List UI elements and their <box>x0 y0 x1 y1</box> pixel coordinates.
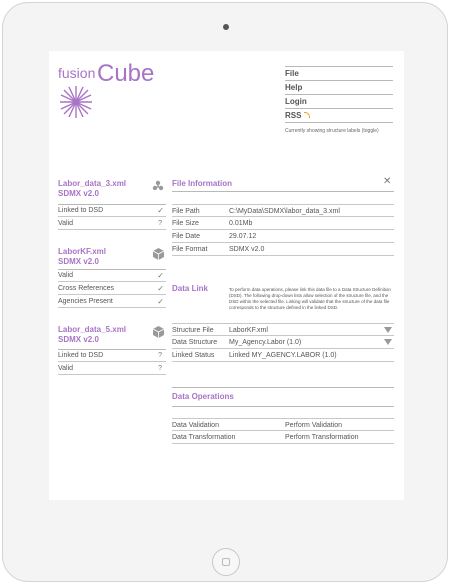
info-label: File Path <box>172 208 200 215</box>
link-label: Data Structure <box>172 339 218 346</box>
link-label: Linked Status <box>172 352 215 359</box>
brand-prefix: fusion <box>58 65 96 81</box>
info-label: File Size <box>172 220 199 227</box>
info-value: 29.07.12 <box>229 233 257 240</box>
link-label: Structure File <box>172 327 214 334</box>
file-card-3[interactable] <box>58 325 126 345</box>
check-label: Linked to DSD <box>58 352 104 359</box>
operation-row <box>172 431 394 444</box>
check-row <box>58 295 166 308</box>
info-row <box>172 204 394 217</box>
operation-label: Data Transformation <box>172 434 236 441</box>
menu-item-file[interactable] <box>285 66 393 80</box>
check-row <box>58 362 166 375</box>
menu-item-help[interactable] <box>285 80 393 94</box>
operation-row <box>172 418 394 431</box>
menu-item-rss-label[interactable]: RSS <box>285 111 302 120</box>
divider <box>172 406 394 407</box>
rss-icon <box>304 112 310 118</box>
check-row <box>58 204 166 217</box>
brand-name: Cube <box>97 60 155 87</box>
cube-icon <box>153 326 164 338</box>
question-icon: ? <box>158 365 162 372</box>
check-row <box>58 349 166 362</box>
info-label: File Format <box>172 246 208 253</box>
perform-validation-button[interactable]: Perform Validation <box>285 422 343 429</box>
data-link-description: To perform data operations, please link this data file to a Data Structure Definition (DSD). The following drop-down lists allow selection of the structure file, and the DSD within the selected file. Linking will validate that the structure of the data file corresponds to the structure defined in the linked DSD. <box>229 287 391 310</box>
file-information-title: File Information <box>172 179 232 188</box>
operation-label: Data Validation <box>172 422 219 429</box>
check-label: Valid <box>58 220 74 227</box>
data-operations-title: Data Operations <box>172 392 234 401</box>
link-value[interactable]: LaborKF.xml <box>229 327 268 334</box>
info-value: 0.01Mb <box>229 220 253 227</box>
data-link-title: Data Link <box>172 284 209 293</box>
check-icon: ✓ <box>157 297 164 306</box>
close-icon[interactable]: ✕ <box>383 176 392 187</box>
info-value: SDMX v2.0 <box>229 246 265 253</box>
check-icon: ✓ <box>157 284 164 293</box>
check-label: Cross References <box>58 285 115 292</box>
check-row <box>58 282 166 295</box>
structure-file-dropdown[interactable] <box>172 323 394 336</box>
info-row <box>172 217 394 230</box>
menu-item-login[interactable] <box>285 94 393 108</box>
home-button-icon <box>222 558 230 566</box>
check-row <box>58 269 166 282</box>
check-row <box>58 217 166 230</box>
divider <box>172 387 394 388</box>
starburst-logo-icon <box>58 84 94 120</box>
perform-transformation-button[interactable]: Perform Transformation <box>285 434 359 441</box>
link-value: Linked MY_AGENCY.LABOR (1.0) <box>229 352 337 359</box>
menu-item-login-label[interactable]: Login <box>285 97 307 106</box>
file-card-2[interactable] <box>58 247 106 267</box>
dropdown-arrow-icon[interactable] <box>384 327 392 333</box>
info-row <box>172 230 394 243</box>
file-version: SDMX v2.0 <box>58 335 99 344</box>
info-row <box>172 243 394 256</box>
cube-icon <box>153 248 164 260</box>
check-label: Linked to DSD <box>58 207 104 214</box>
check-label: Agencies Present <box>58 298 113 305</box>
file-name[interactable]: Labor_data_3.xml <box>58 179 127 188</box>
info-value: C:\MyData\SDMX\labor_data_3.xml <box>229 208 340 215</box>
data-structure-dropdown[interactable] <box>172 336 394 349</box>
check-label: Valid <box>58 365 74 372</box>
divider <box>172 191 394 192</box>
question-icon: ? <box>158 220 162 227</box>
app-screen <box>49 51 404 500</box>
check-label: Valid <box>58 272 74 279</box>
linked-status-row <box>172 349 394 362</box>
check-icon: ✓ <box>157 271 164 280</box>
camera <box>223 24 229 30</box>
molecule-icon <box>152 180 164 192</box>
link-value[interactable]: My_Agency.Labor (1.0) <box>229 339 302 346</box>
menu-item-help-label[interactable]: Help <box>285 83 303 92</box>
file-version: SDMX v2.0 <box>58 257 99 266</box>
top-menu <box>285 66 393 123</box>
file-version: SDMX v2.0 <box>58 189 99 198</box>
file-name[interactable]: LaborKF.xml <box>58 247 107 256</box>
structure-labels-toggle[interactable]: Currently showing structure labels (toggle) <box>285 128 379 134</box>
question-icon: ? <box>158 352 162 359</box>
check-icon: ✓ <box>157 206 164 215</box>
dropdown-arrow-icon[interactable] <box>384 339 392 345</box>
file-name[interactable]: Labor_data_5.xml <box>58 325 127 334</box>
file-card-1[interactable] <box>58 179 126 199</box>
menu-item-file-label[interactable]: File <box>285 69 299 78</box>
menu-item-rss[interactable] <box>285 108 393 123</box>
info-label: File Date <box>172 233 201 240</box>
